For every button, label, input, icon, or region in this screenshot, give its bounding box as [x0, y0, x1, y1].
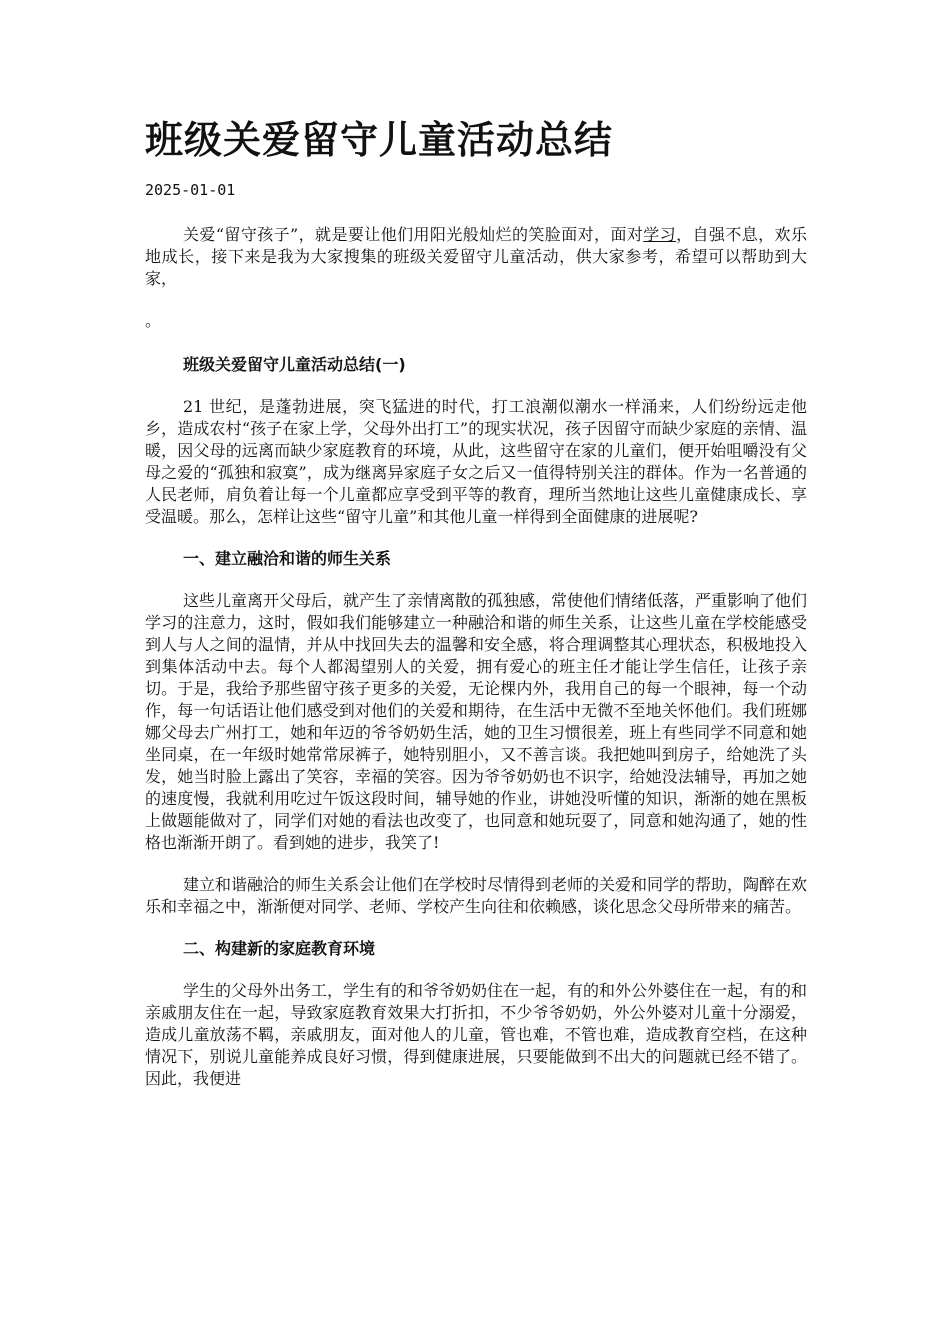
- heading-teacher-student-relations: 一、建立融洽和谐的师生关系: [183, 549, 392, 568]
- paragraph-2: 这些儿童离开父母后，就产生了亲情离散的孤独感，常使他们情绪低落，严重影响了他们学习的注意力，这时，假如我们能够建立一种融洽和谐的师生关系，让这些儿童在学校能感受到人与人之间的温情，并从中找回失去的温馨和安全感，将合理调整其心理状态，积极地投入到集体活动中去。每个人都渴望别人的关爱，拥有爱心的班主任才能让学生信任，让孩子亲切。于是，我给予那些留守孩子更多的关爱，无论棵内外，我用自己的每一个眼神，每一个动作，每一句话语让他们感受到对他们的关爱和期待，在生活中无微不至地关怀他们。我们班娜娜父母去广州打工，她和年迈的爷爷奶奶生活，她的卫生习惯很差，班上有些同学不同意和她坐同桌，在一年级时她常常尿裤子，她特别胆小，又不善言谈。我把她叫到房子，给她洗了头发，她当时脸上露出了笑容，幸福的笑容。因为爷爷奶奶也不识字，给她没法辅导，再加之她的速度慢，我就利用吃过午饭这段时间，辅导她的作业，讲她没听懂的知识，渐渐的她在黑板上做题能做对了，同学们对她的看法也改变了，也同意和她玩耍了，同意和她沟通了，她的性格也渐渐开朗了。看到她的进步，我笑了!: [145, 591, 808, 852]
- paragraph-3: 建立和谐融洽的师生关系会让他们在学校时尽情得到老师的关爱和同学的帮助，陶醉在欢乐和幸福之中，渐渐便对同学、老师、学校产生向往和依赖感，谈化思念父母所带来的痛苦。: [145, 875, 808, 916]
- intro-text-end: ，自强不息，欢乐地成长，接下来是我为大家搜集的班级关爱留守儿童活动，供大家参考，希望可以帮助到大家，: [145, 225, 807, 288]
- separator-dot: 。: [145, 311, 162, 330]
- section-title: 班级关爱留守儿童活动总结(一): [183, 355, 406, 374]
- paragraph-4: 学生的父母外出务工，学生有的和爷爷奶奶住在一起，有的和外公外婆住在一起，有的和亲戚朋友住在一起，导致家庭教育效果大打折扣，不少爷爷奶奶，外公外婆对儿童十分溺爱，造成儿童放荡不羁，亲戚朋友，面对他人的儿童，管也难，不管也难，造成教育空档，在这种情况下，别说儿童能养成良好习惯，得到健康进展，只要能做到不出大的问题就已经不错了。因此，我便进: [145, 981, 808, 1088]
- heading-family-education: 二、构建新的家庭教育环境: [183, 939, 376, 958]
- paragraph-1: 21 世纪，是蓬勃进展，突飞猛进的时代，打工浪潮似潮水一样涌来，人们纷纷远走他乡，造成农村“孩子在家上学，父母外出打工”的现实状况，孩子因留守而缺少家庭的亲情、温暖，因父母的远离而缺少家庭教育的环境，从此，这些留守在家的儿童们，便开始咀嚼没有父母之爱的“孤独和寂寞”，成为继离异家庭子女之后又一值得特别关注的群体。作为一名普通的人民老师，肩负着让每一个儿童都应享受到平等的教育，理所当然地让这些儿童健康成长、享受温暖。那么，怎样让这些“留守儿童”和其他儿童一样得到全面健康的进展呢?: [145, 397, 807, 526]
- study-link[interactable]: 学习: [643, 225, 677, 244]
- intro-text-start: 关爱“留守孩子”，就是要让他们用阳光般灿烂的笑脸面对，面对: [183, 225, 644, 244]
- intro-paragraph: [145, 224, 807, 290]
- document-title: 班级关爱留守儿童活动总结: [145, 118, 614, 162]
- document-page: [145, 112, 807, 1090]
- document-date: 2025-01-01: [145, 181, 236, 199]
